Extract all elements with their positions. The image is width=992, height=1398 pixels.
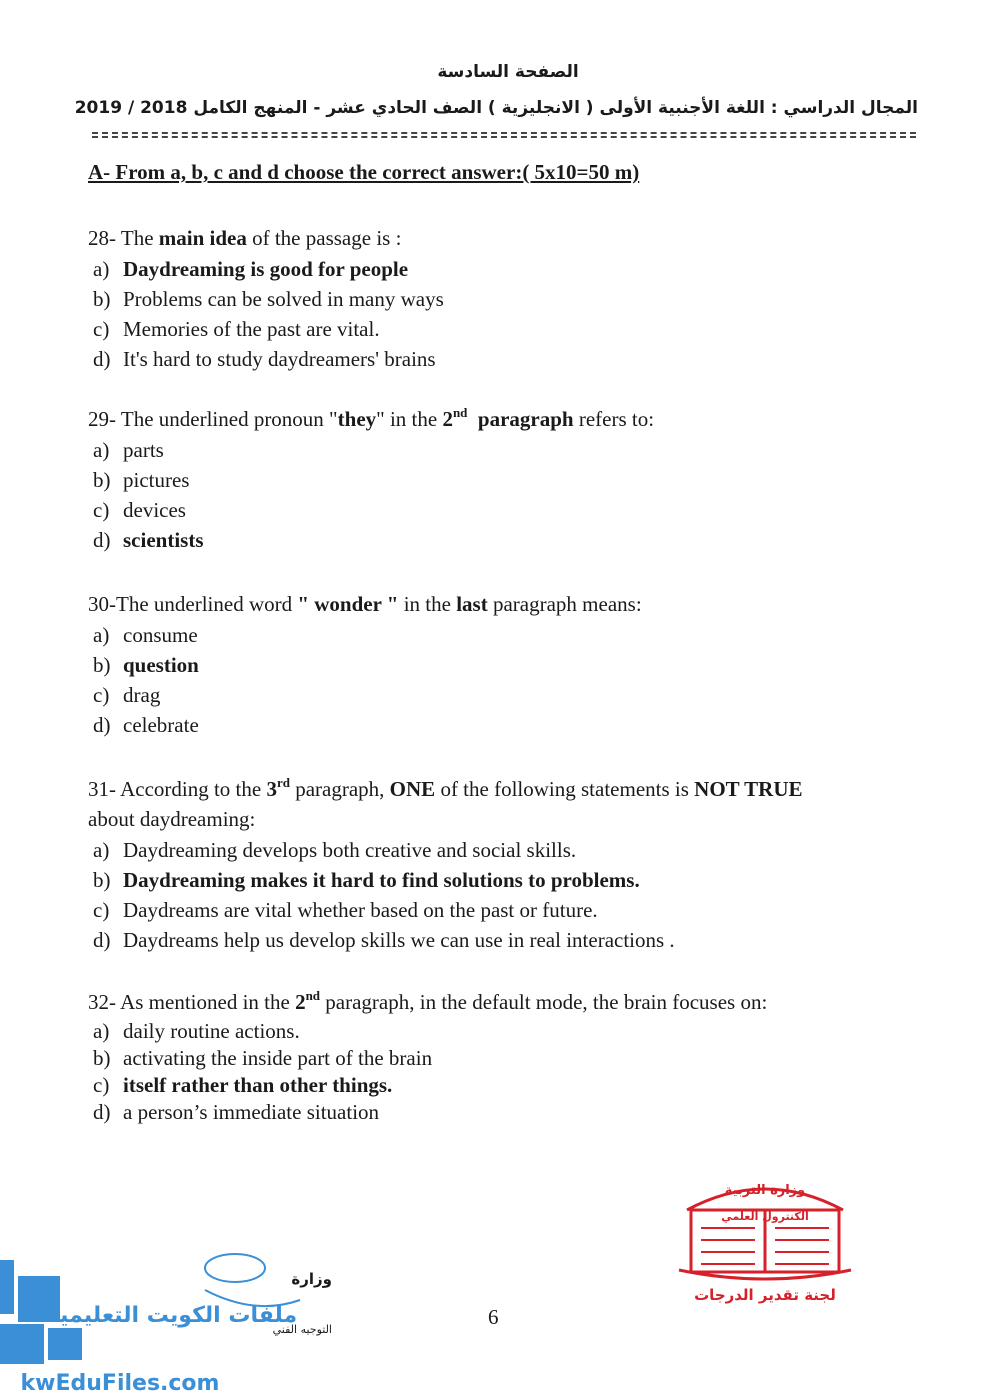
question-stem: [88, 774, 908, 834]
ordinal-number: 2: [442, 407, 453, 431]
option-d[interactable]: [88, 925, 908, 955]
stem-keyword: NOT TRUE: [694, 777, 803, 801]
option-letter: d): [93, 713, 111, 737]
question-stem: [88, 404, 908, 434]
question-31: [88, 774, 908, 955]
stem-text: " in the: [376, 407, 443, 431]
stem-text: refers to:: [573, 407, 655, 431]
option-b[interactable]: [88, 284, 908, 314]
option-a[interactable]: [88, 620, 908, 650]
stem-text: 28- The: [88, 226, 159, 250]
option-a[interactable]: [88, 254, 908, 284]
option-text: Daydreaming makes it hard to find solutions to problems.: [123, 868, 640, 892]
stem-keyword: paragraph: [477, 407, 574, 431]
option-letter: c): [93, 683, 110, 707]
option-letter: b): [93, 468, 111, 492]
option-text: Daydreams help us develop skills we can use in real interactions .: [123, 928, 675, 952]
option-d[interactable]: [88, 344, 908, 374]
option-b[interactable]: [88, 650, 908, 680]
option-text: question: [123, 653, 199, 677]
option-letter: c): [93, 317, 110, 341]
option-d[interactable]: [88, 525, 908, 555]
option-text: activating the inside part of the brain: [123, 1046, 433, 1070]
ordinal-suffix: nd: [452, 405, 468, 420]
option-text: Memories of the past are vital.: [123, 317, 380, 341]
stem-keyword: main idea: [158, 226, 247, 250]
option-letter: a): [93, 623, 110, 647]
ordinal-number: 2: [295, 990, 306, 1014]
option-b[interactable]: [88, 1045, 908, 1072]
option-text: daily routine actions.: [123, 1019, 300, 1043]
stem-text: in the: [398, 592, 457, 616]
stem-keyword: last: [456, 592, 488, 616]
option-c[interactable]: [88, 495, 908, 525]
stem-text: paragraph, in the default mode, the brain focuses on:: [320, 990, 768, 1014]
page-title: الصفحة السادسة: [437, 62, 579, 82]
option-b[interactable]: [88, 465, 908, 495]
section-header: A- From a, b, c and d choose the correct answer:( 5x10=50 m): [88, 160, 640, 184]
option-letter: a): [93, 838, 110, 862]
option-letter: d): [93, 928, 111, 952]
logo-site-arabic: ملفات الكويت التعليمية: [46, 1303, 298, 1328]
option-a[interactable]: [88, 1018, 908, 1045]
stem-keyword: they: [337, 407, 377, 431]
option-letter: d): [93, 347, 111, 371]
stamp-bottom-text: لجنة تقدير الدرجات: [694, 1286, 836, 1304]
option-text: parts: [123, 438, 164, 462]
stem-text: 31- According to the: [88, 777, 267, 801]
question-32: [88, 987, 908, 1126]
option-letter: d): [93, 528, 111, 552]
option-letter: b): [93, 868, 111, 892]
option-letter: c): [93, 898, 110, 922]
option-letter: b): [93, 287, 111, 311]
stamp-middle-text: الكنترول العلمي: [721, 1210, 809, 1223]
stem-keyword: " wonder ": [297, 592, 399, 616]
ordinal-suffix: rd: [276, 775, 290, 790]
option-text: Problems can be solved in many ways: [123, 287, 444, 311]
option-c[interactable]: [88, 1072, 908, 1099]
question-stem: [88, 987, 908, 1017]
option-text: Daydreaming is good for people: [123, 257, 409, 281]
option-letter: a): [93, 438, 110, 462]
question-stem: [88, 223, 908, 253]
option-c[interactable]: [88, 680, 908, 710]
option-c[interactable]: [88, 314, 908, 344]
site-logo: [0, 1250, 380, 1398]
option-letter: a): [93, 257, 110, 281]
option-b[interactable]: [88, 865, 908, 895]
option-text: devices: [123, 498, 186, 522]
stamp-top-text: وزارة التربية: [724, 1183, 806, 1198]
option-text: pictures: [123, 468, 190, 492]
option-letter: a): [93, 1019, 110, 1043]
option-d[interactable]: [88, 710, 908, 740]
logo-site-english: kwEduFiles.com: [20, 1371, 220, 1396]
stem-text: paragraph means:: [487, 592, 642, 616]
option-letter: b): [93, 653, 111, 677]
stem-text: 30-The underlined word: [88, 592, 298, 616]
stem-keyword: ONE: [389, 777, 436, 801]
stem-text: paragraph,: [289, 777, 390, 801]
ministry-stamp: [657, 1170, 873, 1306]
option-text: Daydreaming develops both creative and social skills.: [123, 838, 577, 862]
question-29: [88, 404, 908, 555]
option-text: drag: [123, 683, 161, 707]
option-text: It's hard to study daydreamers' brains: [123, 347, 436, 371]
option-text: Daydreams are vital whether based on the past or future.: [123, 898, 598, 922]
option-a[interactable]: [88, 835, 908, 865]
separator-line: [92, 132, 916, 138]
question-stem: [88, 589, 908, 619]
option-letter: c): [93, 498, 110, 522]
subject-line: المجال الدراسي : اللغة الأجنبية الأولى ( الانجليزية ) الصف الحادي عشر - المنهج الكامل 2018 / 2019: [74, 98, 918, 118]
ordinal-suffix: nd: [305, 988, 321, 1003]
logo-guidance-text: التوجيه الفني: [272, 1323, 332, 1336]
question-30: [88, 589, 908, 740]
option-d[interactable]: [88, 1099, 908, 1126]
option-text: itself rather than other things.: [123, 1073, 393, 1097]
option-a[interactable]: [88, 435, 908, 465]
option-text: consume: [123, 623, 198, 647]
stem-text: 29- The underlined pronoun ": [88, 407, 338, 431]
option-text: scientists: [123, 528, 204, 552]
option-c[interactable]: [88, 895, 908, 925]
option-letter: d): [93, 1100, 111, 1124]
stem-text: of the passage is :: [246, 226, 402, 250]
stem-text: about daydreaming:: [88, 807, 256, 831]
option-letter: c): [93, 1073, 110, 1097]
option-letter: b): [93, 1046, 111, 1070]
option-text: celebrate: [123, 713, 199, 737]
page-number: 6: [488, 1305, 499, 1329]
stem-text: of the following statements is: [435, 777, 695, 801]
stem-text: 32- As mentioned in the: [88, 990, 296, 1014]
logo-ministry-text: وزارة: [291, 1270, 332, 1288]
option-text: a person’s immediate situation: [123, 1100, 380, 1124]
question-28: [88, 223, 908, 374]
ordinal-number: 3: [266, 777, 277, 801]
